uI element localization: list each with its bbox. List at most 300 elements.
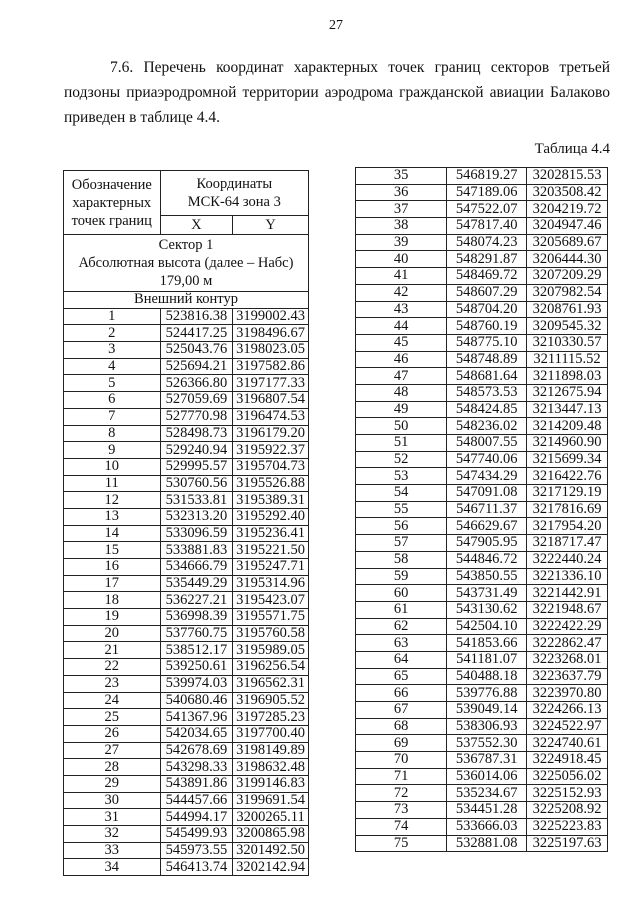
- table-row: [356, 451, 608, 468]
- point-number: 27: [64, 742, 161, 759]
- table-row: [64, 442, 309, 459]
- point-number: 34: [64, 859, 161, 876]
- coord-y: 3198149.89: [233, 742, 309, 759]
- point-number: 25: [64, 709, 161, 726]
- coord-y: 3217954.20: [527, 518, 608, 535]
- point-number: 66: [356, 685, 447, 702]
- coord-x: 525694.21: [160, 358, 233, 375]
- coord-y: 3198496.67: [233, 325, 309, 342]
- coord-x: 536787.31: [447, 752, 527, 769]
- table-row: [64, 342, 309, 359]
- coord-x: 548775.10: [447, 334, 527, 351]
- coord-y: 3208761.93: [527, 301, 608, 318]
- point-number: 47: [356, 368, 447, 385]
- coord-y: 3198632.48: [233, 759, 309, 776]
- coord-y: 3196179.20: [233, 425, 309, 442]
- point-number: 68: [356, 718, 447, 735]
- table-row: [356, 351, 608, 368]
- coord-y: 3204947.46: [527, 218, 608, 235]
- table-row: [356, 251, 608, 268]
- coord-x: 547091.08: [447, 485, 527, 502]
- coord-x: 532313.20: [160, 508, 233, 525]
- coord-x: 531533.81: [160, 492, 233, 509]
- coord-x: 542504.10: [447, 618, 527, 635]
- table-row: [356, 401, 608, 418]
- coord-y: 3225056.02: [527, 768, 608, 785]
- coord-x: 524417.25: [160, 325, 233, 342]
- coord-y: 3195236.41: [233, 525, 309, 542]
- coord-y: 3218717.47: [527, 535, 608, 552]
- point-number: 8: [64, 425, 161, 442]
- coord-y: 3225223.83: [527, 818, 608, 835]
- coord-x: 537552.30: [447, 735, 527, 752]
- point-number: 4: [64, 358, 161, 375]
- coord-x: 546629.67: [447, 518, 527, 535]
- coord-x: 548681.64: [447, 368, 527, 385]
- point-number: 15: [64, 542, 161, 559]
- coord-x: 527770.98: [160, 408, 233, 425]
- coord-y: 3211115.52: [527, 351, 608, 368]
- table-row: [64, 308, 309, 325]
- coord-y: 3197582.86: [233, 358, 309, 375]
- point-number: 12: [64, 492, 161, 509]
- table-caption: Таблица 4.4: [534, 141, 610, 157]
- coord-y: 3223970.80: [527, 685, 608, 702]
- point-number: 56: [356, 518, 447, 535]
- coord-x: 545499.93: [160, 826, 233, 843]
- page-number: 27: [329, 18, 343, 33]
- point-number: 62: [356, 618, 447, 635]
- table-row: [64, 709, 309, 726]
- table-row: [356, 168, 608, 185]
- coord-y: 3207209.29: [527, 268, 608, 285]
- coord-x: 547817.40: [447, 218, 527, 235]
- point-number: 1: [64, 308, 161, 325]
- coord-x: 547740.06: [447, 451, 527, 468]
- coord-x: 538512.17: [160, 642, 233, 659]
- point-number: 72: [356, 785, 447, 802]
- coordinates-table-right: [355, 167, 608, 852]
- coord-x: 543298.33: [160, 759, 233, 776]
- coord-y: 3222862.47: [527, 635, 608, 652]
- header-x: X: [160, 216, 233, 235]
- table-row: [356, 651, 608, 668]
- coord-x: 540488.18: [447, 668, 527, 685]
- sector-info: [64, 235, 309, 292]
- coord-x: 541367.96: [160, 709, 233, 726]
- coord-y: 3199691.54: [233, 792, 309, 809]
- left-rows: [64, 308, 309, 875]
- coord-y: 3195221.50: [233, 542, 309, 559]
- coord-y: 3196256.54: [233, 659, 309, 676]
- coord-x: 543130.62: [447, 601, 527, 618]
- coord-x: 536014.06: [447, 768, 527, 785]
- table-row: [356, 702, 608, 719]
- point-number: 29: [64, 775, 161, 792]
- coord-y: 3197285.23: [233, 709, 309, 726]
- point-number: 14: [64, 525, 161, 542]
- table-row: [64, 375, 309, 392]
- sector-height-label: Абсолютная высота (далее – Набс): [78, 255, 294, 271]
- point-number: 11: [64, 475, 161, 492]
- table-row: [356, 735, 608, 752]
- table-row: [64, 542, 309, 559]
- table-row: [356, 668, 608, 685]
- point-number: 24: [64, 692, 161, 709]
- coord-y: 3224522.97: [527, 718, 608, 735]
- coord-x: 548573.53: [447, 384, 527, 401]
- coord-x: 548007.55: [447, 435, 527, 452]
- table-row: [64, 508, 309, 525]
- point-number: 69: [356, 735, 447, 752]
- coord-y: 3205689.67: [527, 234, 608, 251]
- point-number: 23: [64, 675, 161, 692]
- table-row: [356, 768, 608, 785]
- point-number: 67: [356, 702, 447, 719]
- table-row: [356, 301, 608, 318]
- point-number: 32: [64, 826, 161, 843]
- point-number: 43: [356, 301, 447, 318]
- coord-y: 3206444.30: [527, 251, 608, 268]
- point-number: 9: [64, 442, 161, 459]
- table-row: [64, 675, 309, 692]
- coord-y: 3222440.24: [527, 551, 608, 568]
- coord-x: 542034.65: [160, 725, 233, 742]
- point-number: 17: [64, 575, 161, 592]
- coord-x: 529240.94: [160, 442, 233, 459]
- coord-y: 3200265.11: [233, 809, 309, 826]
- coord-y: 3212675.94: [527, 384, 608, 401]
- table-row: [356, 201, 608, 218]
- table-row: [64, 809, 309, 826]
- point-number: 54: [356, 485, 447, 502]
- coord-x: 533666.03: [447, 818, 527, 835]
- point-number: 2: [64, 325, 161, 342]
- table-row: [356, 835, 608, 852]
- coord-x: 546413.74: [160, 859, 233, 876]
- point-number: 40: [356, 251, 447, 268]
- point-number: 55: [356, 501, 447, 518]
- table-row: [356, 802, 608, 819]
- point-number: 7: [64, 408, 161, 425]
- table-row: [356, 635, 608, 652]
- coord-x: 548074.23: [447, 234, 527, 251]
- point-number: 61: [356, 601, 447, 618]
- coord-y: 3195989.05: [233, 642, 309, 659]
- coord-x: 547434.29: [447, 468, 527, 485]
- point-number: 28: [64, 759, 161, 776]
- table-row: [64, 325, 309, 342]
- coord-x: 533881.83: [160, 542, 233, 559]
- coord-y: 3196562.31: [233, 675, 309, 692]
- coord-x: 546711.37: [447, 501, 527, 518]
- table-row: [356, 518, 608, 535]
- coord-x: 543850.55: [447, 568, 527, 585]
- table-row: [64, 609, 309, 626]
- table-row: [356, 785, 608, 802]
- coord-x: 525043.76: [160, 342, 233, 359]
- coord-y: 3202142.94: [233, 859, 309, 876]
- table-row: [64, 692, 309, 709]
- table-row: [356, 184, 608, 201]
- table-row: [356, 334, 608, 351]
- coord-y: 3210330.57: [527, 334, 608, 351]
- coord-y: 3196807.54: [233, 392, 309, 409]
- right-rows: [356, 168, 608, 852]
- coord-x: 540680.46: [160, 692, 233, 709]
- point-number: 22: [64, 659, 161, 676]
- intro-paragraph: [64, 55, 610, 130]
- coord-y: 3209545.32: [527, 318, 608, 335]
- point-number: 33: [64, 842, 161, 859]
- point-number: 6: [64, 392, 161, 409]
- coord-x: 544846.72: [447, 551, 527, 568]
- coord-y: 3225197.63: [527, 835, 608, 852]
- table-row: [356, 468, 608, 485]
- coord-x: 541853.66: [447, 635, 527, 652]
- point-number: 50: [356, 418, 447, 435]
- coord-y: 3216422.76: [527, 468, 608, 485]
- table-row: [64, 826, 309, 843]
- point-number: 38: [356, 218, 447, 235]
- table-row: [64, 392, 309, 409]
- sector-height-value: 179,00 м: [159, 273, 213, 289]
- coord-y: 3223268.01: [527, 651, 608, 668]
- coord-x: 545973.55: [160, 842, 233, 859]
- coord-y: 3196474.53: [233, 408, 309, 425]
- point-number: 5: [64, 375, 161, 392]
- table-row: [356, 435, 608, 452]
- table-row: [64, 408, 309, 425]
- table-row: [356, 418, 608, 435]
- point-number: 30: [64, 792, 161, 809]
- coord-y: 3204219.72: [527, 201, 608, 218]
- table-row: [356, 501, 608, 518]
- coord-x: 533096.59: [160, 525, 233, 542]
- point-number: 18: [64, 592, 161, 609]
- coord-x: 529995.57: [160, 458, 233, 475]
- point-number: 60: [356, 585, 447, 602]
- point-number: 26: [64, 725, 161, 742]
- coord-x: 547522.07: [447, 201, 527, 218]
- coord-x: 541181.07: [447, 651, 527, 668]
- coord-y: 3223637.79: [527, 668, 608, 685]
- point-number: 20: [64, 625, 161, 642]
- table-row: [356, 384, 608, 401]
- table-row: [64, 792, 309, 809]
- coord-x: 543891.86: [160, 775, 233, 792]
- contour-label: Внешний контур: [64, 292, 309, 309]
- coord-x: 548424.85: [447, 401, 527, 418]
- coord-x: 548607.29: [447, 284, 527, 301]
- point-number: 58: [356, 551, 447, 568]
- coord-x: 523816.38: [160, 308, 233, 325]
- coord-x: 542678.69: [160, 742, 233, 759]
- point-number: 53: [356, 468, 447, 485]
- point-number: 48: [356, 384, 447, 401]
- coord-x: 546819.27: [447, 168, 527, 185]
- coord-x: 547905.95: [447, 535, 527, 552]
- table-row: [356, 284, 608, 301]
- table-row: [356, 485, 608, 502]
- table-row: [356, 268, 608, 285]
- coord-y: 3195571.75: [233, 609, 309, 626]
- point-number: 74: [356, 818, 447, 835]
- coord-x: 548236.02: [447, 418, 527, 435]
- point-number: 37: [356, 201, 447, 218]
- coord-y: 3213447.13: [527, 401, 608, 418]
- table-row: [356, 618, 608, 635]
- table-row: [64, 659, 309, 676]
- coord-y: 3195247.71: [233, 559, 309, 576]
- coord-x: 538306.93: [447, 718, 527, 735]
- coord-y: 3221442.91: [527, 585, 608, 602]
- coord-y: 3207982.54: [527, 284, 608, 301]
- point-number: 51: [356, 435, 447, 452]
- table-row: [356, 318, 608, 335]
- coord-y: 3200865.98: [233, 826, 309, 843]
- coord-y: 3201492.50: [233, 842, 309, 859]
- coord-x: 535449.29: [160, 575, 233, 592]
- table-row: [64, 625, 309, 642]
- table-row: [356, 368, 608, 385]
- point-number: 73: [356, 802, 447, 819]
- coord-y: 3225152.93: [527, 785, 608, 802]
- point-number: 35: [356, 168, 447, 185]
- coord-y: 3217129.19: [527, 485, 608, 502]
- point-number: 57: [356, 535, 447, 552]
- coord-y: 3202815.53: [527, 168, 608, 185]
- point-number: 36: [356, 184, 447, 201]
- table-row: [356, 818, 608, 835]
- coord-y: 3195423.07: [233, 592, 309, 609]
- intro-text: 7.6. Перечень координат характерных точек границ секторов третьей подзоны приаэродромной территории аэродрома гражданской авиации Балаково приведен в таблице 4.4.: [64, 59, 610, 126]
- table-row: [356, 752, 608, 769]
- coord-y: 3195314.96: [233, 575, 309, 592]
- point-number: 75: [356, 835, 447, 852]
- coord-x: 548748.89: [447, 351, 527, 368]
- point-number: 45: [356, 334, 447, 351]
- header-designation: Обозначение характерных точек границ: [64, 171, 161, 235]
- coord-x: 534666.79: [160, 559, 233, 576]
- table-row: [356, 234, 608, 251]
- table-row: [356, 601, 608, 618]
- table-row: [64, 492, 309, 509]
- table-row: [64, 592, 309, 609]
- coord-x: 536998.39: [160, 609, 233, 626]
- point-number: 63: [356, 635, 447, 652]
- coord-x: 534451.28: [447, 802, 527, 819]
- coord-x: 532881.08: [447, 835, 527, 852]
- coord-y: 3222422.29: [527, 618, 608, 635]
- table-row: [64, 759, 309, 776]
- coord-y: 3195922.37: [233, 442, 309, 459]
- coord-x: 539776.88: [447, 685, 527, 702]
- coord-y: 3196905.52: [233, 692, 309, 709]
- coord-y: 3197177.33: [233, 375, 309, 392]
- coord-x: 544457.66: [160, 792, 233, 809]
- point-number: 49: [356, 401, 447, 418]
- coord-y: 3197700.40: [233, 725, 309, 742]
- coord-y: 3221948.67: [527, 601, 608, 618]
- table-row: [356, 718, 608, 735]
- coord-x: 548469.72: [447, 268, 527, 285]
- coord-y: 3195704.73: [233, 458, 309, 475]
- coord-y: 3195389.31: [233, 492, 309, 509]
- coord-y: 3211898.03: [527, 368, 608, 385]
- point-number: 64: [356, 651, 447, 668]
- coord-y: 3195760.58: [233, 625, 309, 642]
- header-y: Y: [233, 216, 309, 235]
- coordinates-table-left: [63, 170, 309, 876]
- coord-y: 3224266.13: [527, 702, 608, 719]
- point-number: 59: [356, 568, 447, 585]
- table-row: [356, 685, 608, 702]
- point-number: 16: [64, 559, 161, 576]
- point-number: 19: [64, 609, 161, 626]
- point-number: 13: [64, 508, 161, 525]
- coord-x: 539974.03: [160, 675, 233, 692]
- point-number: 39: [356, 234, 447, 251]
- coord-x: 539250.61: [160, 659, 233, 676]
- coord-x: 535234.67: [447, 785, 527, 802]
- coord-x: 527059.69: [160, 392, 233, 409]
- table-row: [64, 458, 309, 475]
- coord-y: 3224918.45: [527, 752, 608, 769]
- point-number: 41: [356, 268, 447, 285]
- table-row: [356, 551, 608, 568]
- point-number: 65: [356, 668, 447, 685]
- coord-y: 3224740.61: [527, 735, 608, 752]
- coord-y: 3203508.42: [527, 184, 608, 201]
- coord-x: 543731.49: [447, 585, 527, 602]
- coord-y: 3199146.83: [233, 775, 309, 792]
- coord-y: 3198023.05: [233, 342, 309, 359]
- table-row: [356, 218, 608, 235]
- point-number: 44: [356, 318, 447, 335]
- coord-x: 544994.17: [160, 809, 233, 826]
- point-number: 46: [356, 351, 447, 368]
- table-row: [64, 842, 309, 859]
- point-number: 21: [64, 642, 161, 659]
- sector-title: Сектор 1: [158, 237, 214, 253]
- coord-y: 3217816.69: [527, 501, 608, 518]
- coord-y: 3195292.40: [233, 508, 309, 525]
- coord-x: 548760.19: [447, 318, 527, 335]
- coord-x: 548291.87: [447, 251, 527, 268]
- coord-x: 530760.56: [160, 475, 233, 492]
- point-number: 10: [64, 458, 161, 475]
- table-row: [356, 585, 608, 602]
- coord-x: 548704.20: [447, 301, 527, 318]
- table-row: [64, 425, 309, 442]
- coord-y: 3225208.92: [527, 802, 608, 819]
- table-row: [64, 775, 309, 792]
- coord-x: 547189.06: [447, 184, 527, 201]
- table-row: [64, 725, 309, 742]
- coord-y: 3214960.90: [527, 435, 608, 452]
- coord-y: 3195526.88: [233, 475, 309, 492]
- table-row: [64, 559, 309, 576]
- table-row: [64, 642, 309, 659]
- coord-x: 528498.73: [160, 425, 233, 442]
- coord-x: 526366.80: [160, 375, 233, 392]
- coord-x: 537760.75: [160, 625, 233, 642]
- coord-x: 539049.14: [447, 702, 527, 719]
- table-row: [64, 742, 309, 759]
- table-row: [356, 568, 608, 585]
- point-number: 70: [356, 752, 447, 769]
